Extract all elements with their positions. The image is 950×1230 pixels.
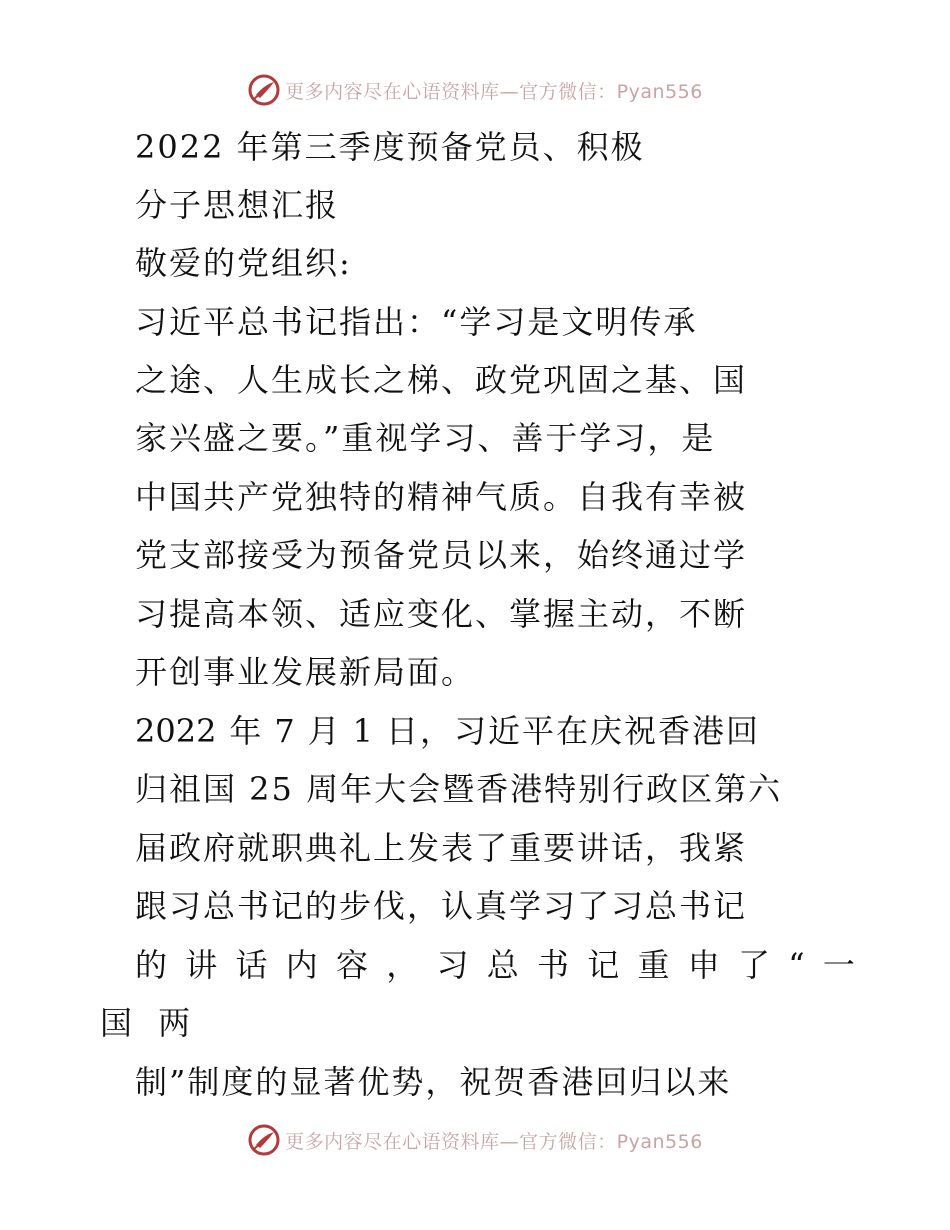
- footer-watermark-banner: [0, 1120, 950, 1160]
- header-watermark-banner: [0, 70, 950, 110]
- char: 的: [135, 946, 168, 984]
- date-fragment: 7: [274, 712, 295, 750]
- title-line-1: 2022 年第三季度预备党员、积极: [135, 128, 645, 166]
- char: 书: [537, 946, 570, 984]
- char: 记: [587, 946, 620, 984]
- paragraph-2-line: 归祖国 25 周年大会暨香港特别行政区第六: [135, 770, 783, 808]
- watermark-text: 更多内容尽在心语资料库—官方微信：Pyan556: [285, 1130, 703, 1153]
- paragraph-1-line: 党支部接受为预备党员以来，始终通过学: [135, 536, 748, 574]
- paragraph-1-line: 中国共产党独特的精神气质。自我有幸被: [135, 478, 748, 516]
- char: 习: [436, 946, 469, 984]
- char: 重: [637, 946, 670, 984]
- paragraph-1-line: 习近平总书记指出：“学习是文明传承: [135, 303, 698, 341]
- char: 话: [235, 946, 268, 984]
- date-fragment: 2022: [135, 712, 217, 750]
- date-fragment: 日，习近平在庆祝香港回: [385, 712, 760, 750]
- book-quill-logo-icon: [247, 73, 281, 107]
- paragraph-2-spread-line: [135, 945, 855, 985]
- paragraph-2-line: 届政府就职典礼上发表了重要讲话，我紧: [135, 829, 748, 867]
- book-quill-logo-icon: [247, 1123, 281, 1157]
- title-line-2: 分子思想汇报: [135, 186, 340, 224]
- paragraph-1-line: 之途、人生成长之梯、政党巩固之基、国: [135, 361, 748, 399]
- date-fragment: 年: [229, 712, 262, 750]
- char: 总: [486, 946, 519, 984]
- char: 讲: [185, 946, 218, 984]
- date-fragment: 1: [352, 712, 373, 750]
- paragraph-2-line: [135, 711, 760, 751]
- paragraph-1-line: 开创事业发展新局面。: [135, 653, 476, 691]
- watermark-text: 更多内容尽在心语资料库—官方微信：Pyan556: [285, 80, 703, 103]
- char: 内: [285, 946, 318, 984]
- paragraph-2-wrap-line: 国 两: [100, 1004, 193, 1042]
- char: 一: [822, 946, 855, 984]
- paragraph-2-line: 制”制度的显著优势，祝贺香港回归以来: [135, 1063, 732, 1101]
- date-fragment: 月: [307, 712, 340, 750]
- char: 了: [738, 946, 771, 984]
- paragraph-1-line: 习提高本领、适应变化、掌握主动，不断: [135, 595, 748, 633]
- paragraph-2-line: 跟习总书记的步伐，认真学习了习总书记: [135, 887, 748, 925]
- paragraph-1-line: 家兴盛之要。”重视学习、善于学习，是: [135, 419, 716, 457]
- char: 申: [687, 946, 720, 984]
- char: “: [788, 946, 805, 984]
- char: ，: [386, 946, 419, 984]
- char: 容: [336, 946, 369, 984]
- salutation: 敬爱的党组织:: [135, 244, 352, 282]
